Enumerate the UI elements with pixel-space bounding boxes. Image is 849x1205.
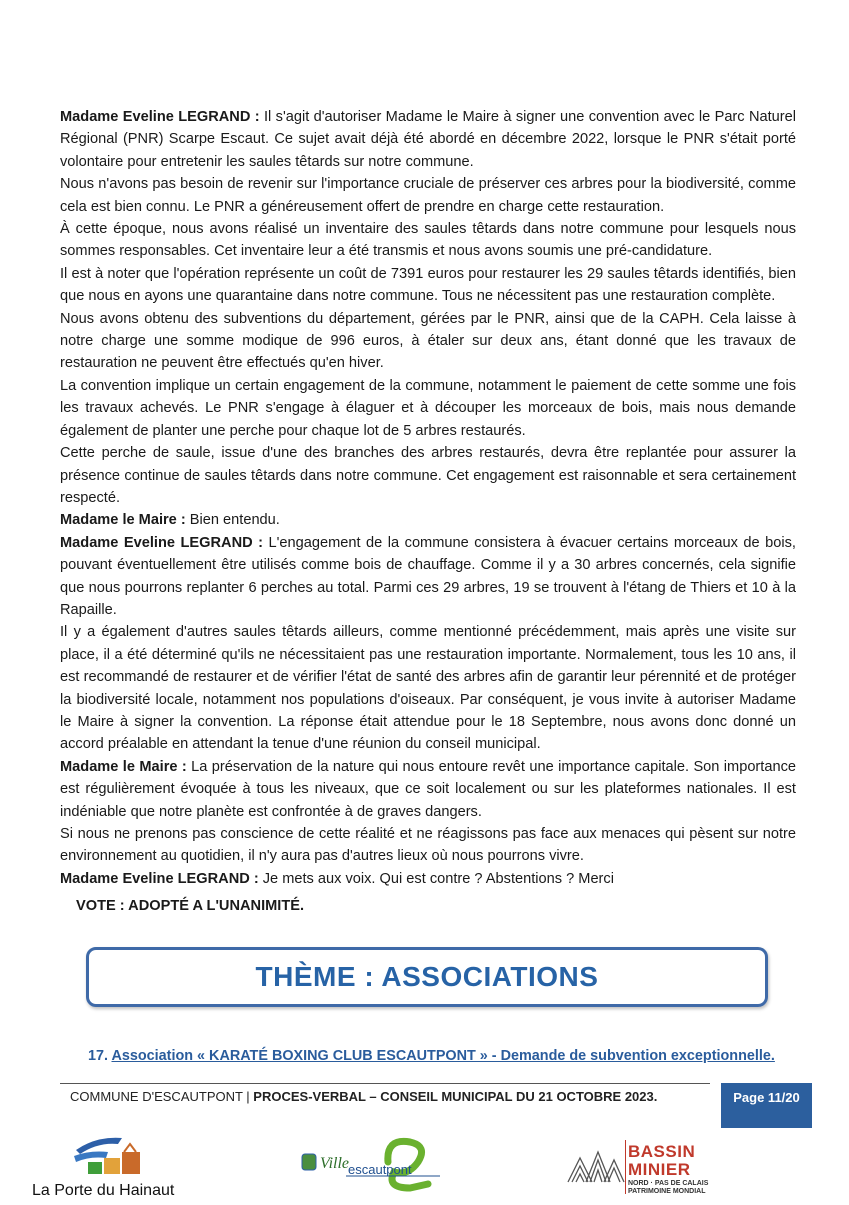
minutes-paragraph [60, 823, 796, 868]
minutes-paragraph [60, 308, 796, 375]
minutes-paragraph [60, 263, 796, 308]
paragraph-text: Nous n'avons pas besoin de revenir sur l'importance cruciale de préserver ces arbres pour la biodiversité, comme cela est bien connu. Le PNR a généreusement offert de prendre en charge cette restauration. [60, 176, 796, 215]
ville-logo-label: escautpont [348, 1162, 412, 1177]
paragraph-text: La préservation de la nature qui nous entoure revêt une importance capitale. Son importance est régulièrement évoquée à tous les niveaux, que ce soit localement ou sur les plateformes nationales. Il est indéniable que notre planète est confrontée à de graves dangers. [60, 758, 796, 820]
footer-text [70, 1089, 657, 1104]
agenda-title: Association « KARATÉ BOXING CLUB ESCAUTPONT » - Demande de subvention exceptionnelle. [111, 1048, 775, 1064]
theme-box [86, 947, 768, 1007]
paragraph-text: Il y a également d'autres saules têtards ailleurs, comme mentionné précédemment, mais après une visite sur place, il a été déterminé qu'ils ne nécessitaient pas une restauration importante. Normalement, tous les 10 ans, il est recommandé de restaurer et de vérifier l'état de santé des arbres afin de garantir leur pérennité et de protéger la biodiversité locale, notamment nos populations d'oiseaux. Par conséquent, je vous invite à autoriser Madame le Maire à signer la convention. La réponse était attendue pour le 18 Septembre, nous avons donc donné un accord préalable en attendant la tenue d'une réunion du conseil municipal. [60, 624, 796, 753]
speaker-name: Madame Eveline LEGRAND : [60, 109, 260, 125]
minutes-paragraph [60, 509, 796, 531]
speaker-name: Madame le Maire : [60, 512, 186, 529]
minutes-paragraph [60, 173, 796, 218]
vote-result: VOTE : ADOPTÉ A L'UNANIMITÉ. [76, 898, 305, 914]
minutes-paragraph [60, 532, 796, 622]
bassin-minier-emblem-icon [564, 1138, 626, 1194]
paragraph-text: Bien entendu. [185, 512, 280, 529]
footer-pv-title: PROCES-VERBAL – CONSEIL MUNICIPAL DU 21 OCTOBRE 2023. [253, 1089, 658, 1104]
theme-title: THÈME : ASSOCIATIONS [255, 961, 599, 992]
porte-logo-label: La Porte du Hainaut [32, 1182, 175, 1199]
bassin-minier-logo [562, 1138, 712, 1200]
porte-du-hainaut-emblem-icon [30, 1128, 170, 1180]
page-number: Page 11/20 [733, 1090, 800, 1105]
agenda-number: 17. [88, 1048, 109, 1064]
paragraph-text: Il s'agit d'autoriser Madame le Maire à signer une convention avec le Parc Naturel Régional (PNR) Scarpe Escaut. Ce sujet avait déjà été abordé en décembre 2022, lorsque le PNR s'était porté volontaire pour entretenir les saules têtards sur notre commune. [60, 109, 796, 170]
bassin-logo-line2: MINIER [628, 1160, 691, 1179]
minutes-paragraph [60, 375, 796, 442]
minutes-paragraph [60, 442, 796, 509]
minutes-paragraph [60, 868, 796, 890]
porte-du-hainaut-logo [30, 1128, 210, 1200]
bassin-logo-line1: BASSIN [628, 1142, 696, 1161]
paragraph-text: Nous avons obtenu des subventions du département, gérées par le PNR, ainsi que de la CAPH. Cela laisse à notre charge une somme modique de 996 euros, à étaler sur deux ans, étant donné que les travaux de restauration ne peuvent être effectués qu'en hiver. [60, 310, 796, 372]
minutes-paragraph [60, 218, 796, 263]
svg-text:Ville: Ville [320, 1155, 350, 1172]
agenda-item [88, 1048, 775, 1064]
paragraph-text: Je mets aux voix. Qui est contre ? Abstentions ? Merci [258, 870, 614, 887]
minutes-body [60, 106, 796, 890]
paragraph-text: L'engagement de la commune consistera à évacuer certains morceaux de bois, pouvant éventuellement être utilisés comme bois de chauffage. Comme il y a 30 arbres concernés, cela signifie que nous pourrons replanter 6 perches au total. Parmi ces 29 arbres, 19 se trouvent à l'étang de Thiers et 10 à la Rapaille. [60, 534, 796, 618]
speaker-name: Madame le Maire : [60, 758, 187, 775]
paragraph-text: Cette perche de saule, issue d'une des branches des arbres restaurés, devra être replantée pour assurer la présence continue de saules têtards dans notre commune. Cet engagement est raisonnable et sera certainement respecté. [60, 445, 796, 506]
ville-escautpont-logo [290, 1132, 450, 1200]
paragraph-text: La convention implique un certain engagement de la commune, notamment le paiement de cette somme une fois les travaux achevés. Le PNR s'engage à élaguer et à découper les morceaux de bois, mais nous demande également de planter une perche pour chaque lot de 5 arbres restaurés. [60, 377, 796, 439]
paragraph-text: À cette époque, nous avons réalisé un inventaire des saules têtards dans notre commune pour lesquels nous sommes responsables. Cet inventaire leur a été transmis et nous avons soumis une pré-candidature. [60, 221, 796, 260]
footer-commune: COMMUNE D'ESCAUTPONT | [70, 1089, 254, 1104]
bassin-logo-sub2: PATRIMOINE MONDIAL [628, 1188, 706, 1195]
paragraph-text: Il est à noter que l'opération représente un coût de 7391 euros pour restaurer les 29 saules têtards identifiés, bien que nous en ayons une quarantaine dans notre commune. Tous ne nécessitent pas une restauration complète. [60, 265, 796, 305]
paragraph-text: Si nous ne prenons pas conscience de cette réalité et ne réagissons pas face aux menaces qui pèsent sur notre environnement au quotidien, il n'y aura pas d'autres lieux où nous pourrons vivre. [60, 826, 796, 865]
speaker-name: Madame Eveline LEGRAND : [60, 534, 264, 551]
page-number-badge [721, 1083, 812, 1128]
minutes-paragraph [60, 621, 796, 755]
footer-divider [60, 1083, 710, 1084]
minutes-paragraph [60, 106, 796, 173]
speaker-name: Madame Eveline LEGRAND : [60, 870, 259, 887]
minutes-paragraph [60, 756, 796, 823]
bassin-logo-sub1: NORD · PAS DE CALAIS [628, 1180, 709, 1187]
